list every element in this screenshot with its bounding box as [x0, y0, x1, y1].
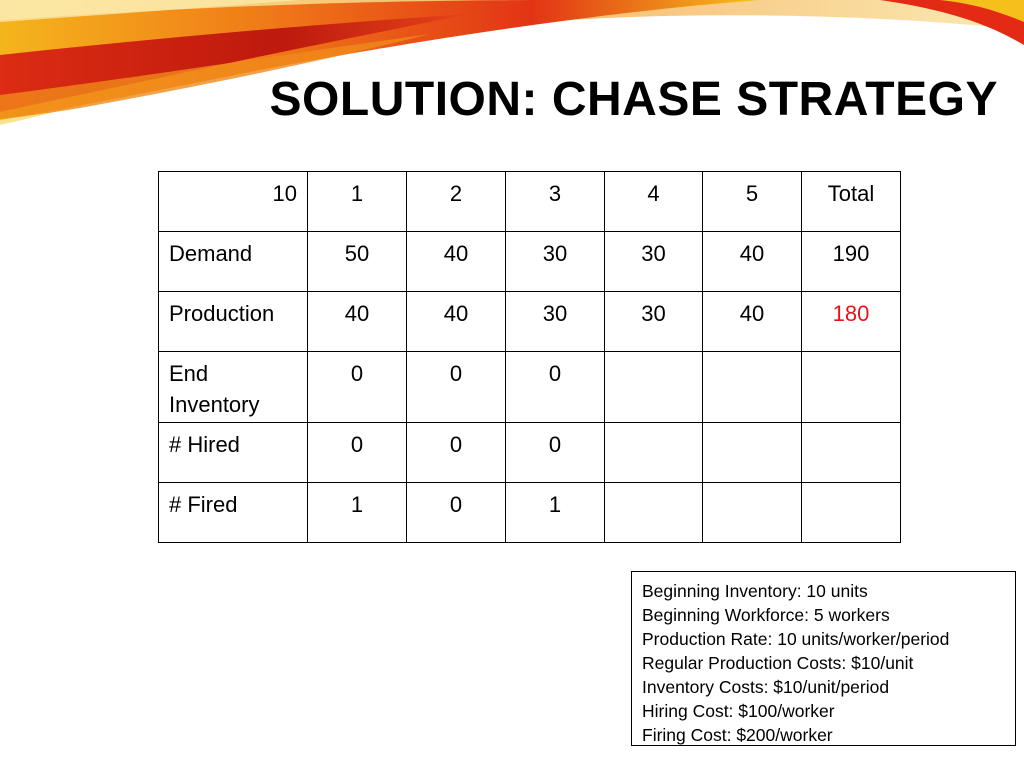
table-header-row — [159, 172, 901, 232]
table-cell: 30 — [506, 292, 605, 352]
assumption-line: Inventory Costs: $10/unit/period — [642, 677, 890, 697]
table-cell — [703, 352, 802, 423]
header-cell: 1 — [308, 172, 407, 232]
header-cell: 3 — [506, 172, 605, 232]
table-cell: 0 — [308, 423, 407, 483]
table-cell-total — [802, 423, 901, 483]
table-cell — [605, 352, 703, 423]
table-row-production — [159, 292, 901, 352]
header-cell: 4 — [605, 172, 703, 232]
table-cell-total — [802, 352, 901, 423]
table-cell: 40 — [703, 232, 802, 292]
table-cell-total: 190 — [802, 232, 901, 292]
table-cell: 0 — [407, 483, 506, 543]
chase-strategy-table — [158, 171, 901, 543]
table-cell-total-highlighted: 180 — [802, 292, 901, 352]
assumption-line: Beginning Workforce: 5 workers — [642, 605, 890, 625]
table-cell: 40 — [308, 292, 407, 352]
row-label: # Fired — [159, 483, 308, 543]
table-row-demand — [159, 232, 901, 292]
table-cell — [605, 483, 703, 543]
assumption-line: Beginning Inventory: 10 units — [642, 581, 868, 601]
header-cell-total: Total — [802, 172, 901, 232]
assumption-line: Firing Cost: $200/worker — [642, 725, 833, 745]
table-row-end-inventory — [159, 352, 901, 423]
table-cell: 30 — [605, 232, 703, 292]
assumption-line: Production Rate: 10 units/worker/period — [642, 629, 950, 649]
table-cell: 0 — [308, 352, 407, 423]
table-row-fired — [159, 483, 901, 543]
slide-title: SOLUTION: CHASE STRATEGY — [269, 73, 998, 126]
table-cell: 0 — [506, 423, 605, 483]
row-label: Production — [159, 292, 308, 352]
table-cell: 0 — [407, 352, 506, 423]
assumption-line: Hiring Cost: $100/worker — [642, 701, 835, 721]
table-cell: 40 — [703, 292, 802, 352]
table-cell — [703, 423, 802, 483]
table-cell: 40 — [407, 232, 506, 292]
row-label: # Hired — [159, 423, 308, 483]
assumption-line: Regular Production Costs: $10/unit — [642, 653, 914, 673]
table-cell: 30 — [605, 292, 703, 352]
table-cell: 0 — [407, 423, 506, 483]
assumptions-box — [631, 571, 1016, 746]
table-cell: 0 — [506, 352, 605, 423]
table-cell: 1 — [506, 483, 605, 543]
table-cell: 40 — [407, 292, 506, 352]
header-cell: 10 — [159, 172, 308, 232]
table-cell-total — [802, 483, 901, 543]
row-label: End Inventory — [159, 352, 308, 423]
table-cell — [703, 483, 802, 543]
header-cell: 2 — [407, 172, 506, 232]
table-row-hired — [159, 423, 901, 483]
table-cell: 30 — [506, 232, 605, 292]
table-cell — [605, 423, 703, 483]
table-cell: 50 — [308, 232, 407, 292]
row-label: Demand — [159, 232, 308, 292]
table-cell: 1 — [308, 483, 407, 543]
header-cell: 5 — [703, 172, 802, 232]
